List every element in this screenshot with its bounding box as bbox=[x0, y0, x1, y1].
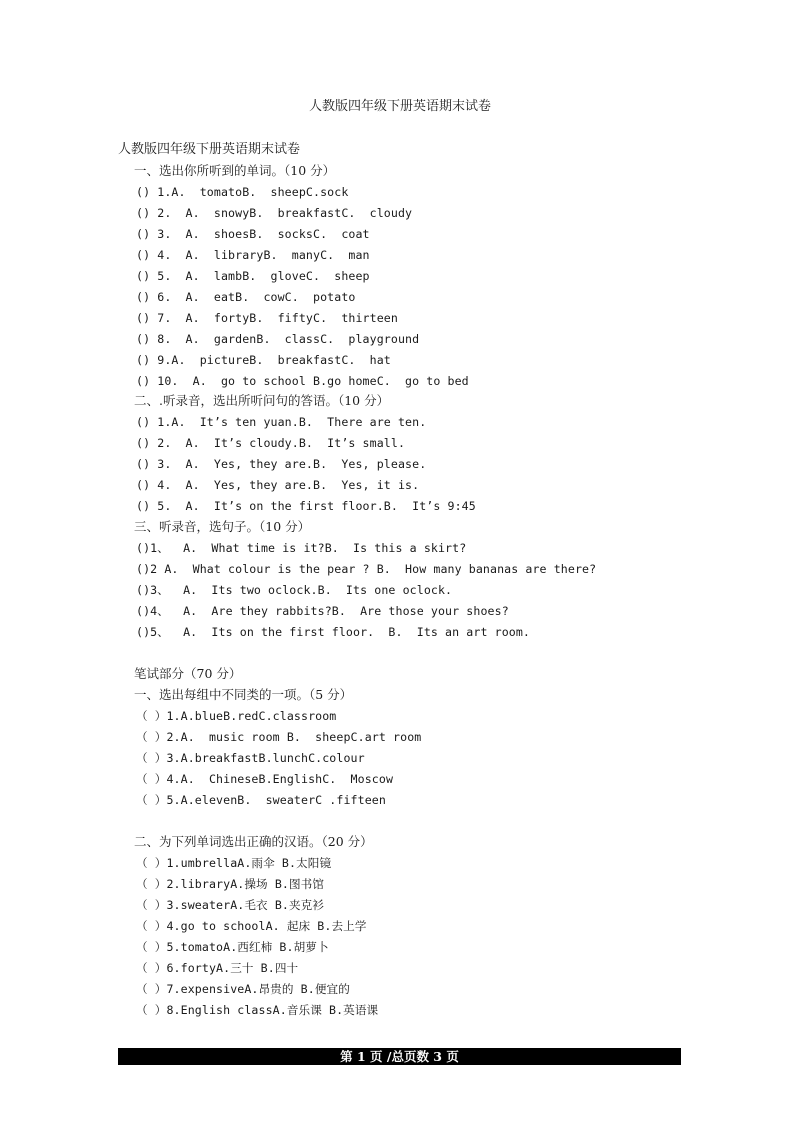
page-footer-bar bbox=[118, 1048, 681, 1065]
list-item: () 10. A. go to school B.go homeC. go to bed bbox=[136, 374, 469, 388]
written-section2-heading: 二、为下列单词选出正确的汉语。（20 分） bbox=[134, 834, 373, 849]
list-item: （ ）3.sweaterA.毛衣 B.夹克衫 bbox=[136, 898, 325, 912]
list-item: （ ）6.fortyA.三十 B.四十 bbox=[136, 961, 299, 975]
list-item: （ ）1.A.blueB.redC.classroom bbox=[136, 709, 337, 723]
list-item: ()2 A. What colour is the pear ? B. How many bananas are there? bbox=[136, 562, 597, 576]
list-item: () 8. A. gardenB. classC. playground bbox=[136, 332, 420, 346]
list-item: （ ）1.umbrellaA.雨伞 B.太阳镜 bbox=[136, 856, 332, 870]
list-item: () 4. A. libraryB. manyC. man bbox=[136, 248, 370, 262]
list-item: ()5、 A. Its on the first floor. B. Its an art room. bbox=[136, 625, 531, 639]
list-item: ()3、 A. Its two oclock.B. Its one oclock. bbox=[136, 583, 453, 597]
listening-section2-heading: 二、.听录音，选出所听问句的答语。（10 分） bbox=[134, 393, 390, 408]
list-item: () 7. A. fortyB. fiftyC. thirteen bbox=[136, 311, 398, 325]
list-item: （ ）5.A.elevenB. sweaterC .fifteen bbox=[136, 793, 386, 807]
list-item: () 2. A. It’s cloudy.B. It’s small. bbox=[136, 436, 406, 450]
written-section1-heading: 一、选出每组中不同类的一项。（5 分） bbox=[134, 687, 353, 702]
list-item: ()4、 A. Are they rabbits?B. Are those your shoes? bbox=[136, 604, 509, 618]
page-number-text: 第 1 页 /总页数 3 页 bbox=[340, 1049, 459, 1064]
listening-section3-heading: 三、听录音，选句子。（10 分） bbox=[134, 519, 311, 534]
page-title: 人教版四年级下册英语期末试卷 bbox=[308, 99, 491, 114]
list-item: () 3. A. shoesB. socksC. coat bbox=[136, 227, 370, 241]
list-item: () 5. A. It’s on the first floor.B. It’s 9:45 bbox=[136, 499, 476, 513]
list-item: () 5. A. lambB. gloveC. sheep bbox=[136, 269, 370, 283]
list-item: () 1.A. It’s ten yuan.B. There are ten. bbox=[136, 415, 427, 429]
doc-title: 人教版四年级下册英语期末试卷 bbox=[118, 142, 301, 157]
list-item: () 1.A. tomatoB. sheepC.sock bbox=[136, 185, 349, 199]
list-item: （ ）4.go to schoolA. 起床 B.去上学 bbox=[136, 919, 367, 933]
list-item: （ ）3.A.breakfastB.lunchC.colour bbox=[136, 751, 365, 765]
list-item: （ ）2.A. music room B. sheepC.art room bbox=[136, 730, 422, 744]
list-item: () 9.A. pictureB. breakfastC. hat bbox=[136, 353, 391, 367]
written-heading: 笔试部分（70 分） bbox=[134, 666, 242, 681]
list-item: () 2. A. snowyB. breakfastC. cloudy bbox=[136, 206, 413, 220]
list-item: () 4. A. Yes, they are.B. Yes, it is. bbox=[136, 478, 420, 492]
list-item: （ ）2.libraryA.操场 B.图书馆 bbox=[136, 877, 325, 891]
list-item: ()1、 A. What time is it?B. Is this a skirt? bbox=[136, 541, 467, 555]
list-item: () 6. A. eatB. cowC. potato bbox=[136, 290, 356, 304]
list-item: （ ）8.English classA.音乐课 B.英语课 bbox=[136, 1003, 379, 1017]
list-item: () 3. A. Yes, they are.B. Yes, please. bbox=[136, 457, 427, 471]
list-item: （ ）7.expensiveA.昂贵的 B.便宜的 bbox=[136, 982, 350, 996]
list-item: （ ）4.A. ChineseB.EnglishC. Moscow bbox=[136, 772, 394, 786]
list-item: （ ）5.tomatoA.西红柿 B.胡萝卜 bbox=[136, 940, 329, 954]
listening-section1-heading: 一、选出你所听到的单词。（10 分） bbox=[134, 163, 336, 178]
